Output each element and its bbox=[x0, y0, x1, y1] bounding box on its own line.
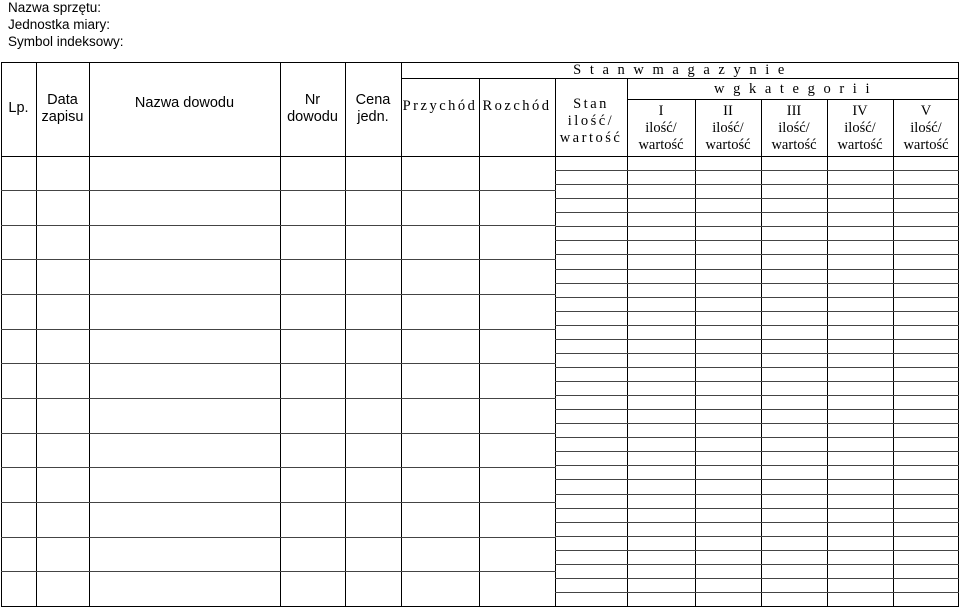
grid-line bbox=[555, 508, 959, 509]
grid-line bbox=[555, 437, 959, 438]
grid-line bbox=[555, 339, 959, 340]
header-przychod: Przychód bbox=[402, 97, 478, 114]
grid-line bbox=[555, 592, 959, 593]
grid-line bbox=[555, 170, 959, 171]
grid-line bbox=[555, 550, 959, 551]
header-lp: Lp. bbox=[8, 100, 29, 116]
grid-line bbox=[555, 226, 959, 227]
grid-line bbox=[555, 522, 959, 523]
grid-line bbox=[1, 294, 556, 295]
header-nr-dowodu: Nr dowodu bbox=[287, 91, 338, 125]
grid-line bbox=[555, 311, 959, 312]
grid-line bbox=[1, 433, 556, 434]
grid-line bbox=[555, 212, 959, 213]
grid-line bbox=[627, 78, 628, 607]
grid-line bbox=[1, 606, 959, 607]
grid-line bbox=[555, 325, 959, 326]
grid-line bbox=[1, 329, 556, 330]
grid-line bbox=[555, 451, 959, 452]
header-category-iv: IV ilość/ wartość bbox=[837, 102, 883, 153]
header-rozchod: Rozchód bbox=[482, 97, 552, 114]
grid-line bbox=[555, 269, 959, 270]
grid-line bbox=[1, 467, 556, 468]
grid-line bbox=[555, 536, 959, 537]
grid-line bbox=[555, 198, 959, 199]
header-stan: Stan ilość/ wartość bbox=[559, 96, 623, 146]
header-category-iii: III ilość/ wartość bbox=[771, 102, 817, 153]
grid-line bbox=[555, 78, 556, 607]
grid-line bbox=[555, 184, 959, 185]
grid-line bbox=[1, 156, 959, 157]
grid-line bbox=[555, 423, 959, 424]
grid-line bbox=[1, 571, 556, 572]
grid-line bbox=[555, 494, 959, 495]
equipment-name-label: Nazwa sprzętu: bbox=[8, 0, 102, 15]
grid-line bbox=[479, 78, 480, 607]
header-category-ii: II ilość/ wartość bbox=[705, 102, 751, 153]
grid-line bbox=[555, 564, 959, 565]
grid-line bbox=[555, 254, 959, 255]
header-category-v: V ilość/ wartość bbox=[903, 102, 949, 153]
grid-line bbox=[555, 578, 959, 579]
grid-line bbox=[1, 190, 556, 191]
grid-line bbox=[555, 381, 959, 382]
grid-line bbox=[1, 537, 556, 538]
grid-line bbox=[1, 225, 556, 226]
grid-line bbox=[555, 283, 959, 284]
header-stan-w-magazynie: S t a n w m a g a z y n i e bbox=[573, 61, 787, 78]
header-cena: Cena jedn. bbox=[355, 91, 391, 125]
grid-line bbox=[401, 62, 402, 607]
grid-line bbox=[1, 363, 556, 364]
grid-line bbox=[1, 502, 556, 503]
header-category-i: I ilość/ wartość bbox=[638, 102, 684, 153]
grid-line bbox=[1, 259, 556, 260]
grid-line bbox=[555, 409, 959, 410]
grid-line bbox=[555, 395, 959, 396]
unit-label: Jednostka miary: bbox=[8, 17, 111, 32]
header-nazwa-dowodu: Nazwa dowodu bbox=[134, 94, 235, 111]
header-wg-kategorii: w g k a t e g o r i i bbox=[713, 80, 872, 97]
grid-line bbox=[555, 297, 959, 298]
grid-line bbox=[555, 240, 959, 241]
grid-line bbox=[555, 465, 959, 466]
grid-line bbox=[555, 367, 959, 368]
grid-line bbox=[555, 353, 959, 354]
grid-line bbox=[1, 398, 556, 399]
header-data-zapisu: Data zapisu bbox=[41, 91, 84, 125]
index-symbol-label: Symbol indeksowy: bbox=[8, 34, 124, 49]
grid-line bbox=[555, 479, 959, 480]
